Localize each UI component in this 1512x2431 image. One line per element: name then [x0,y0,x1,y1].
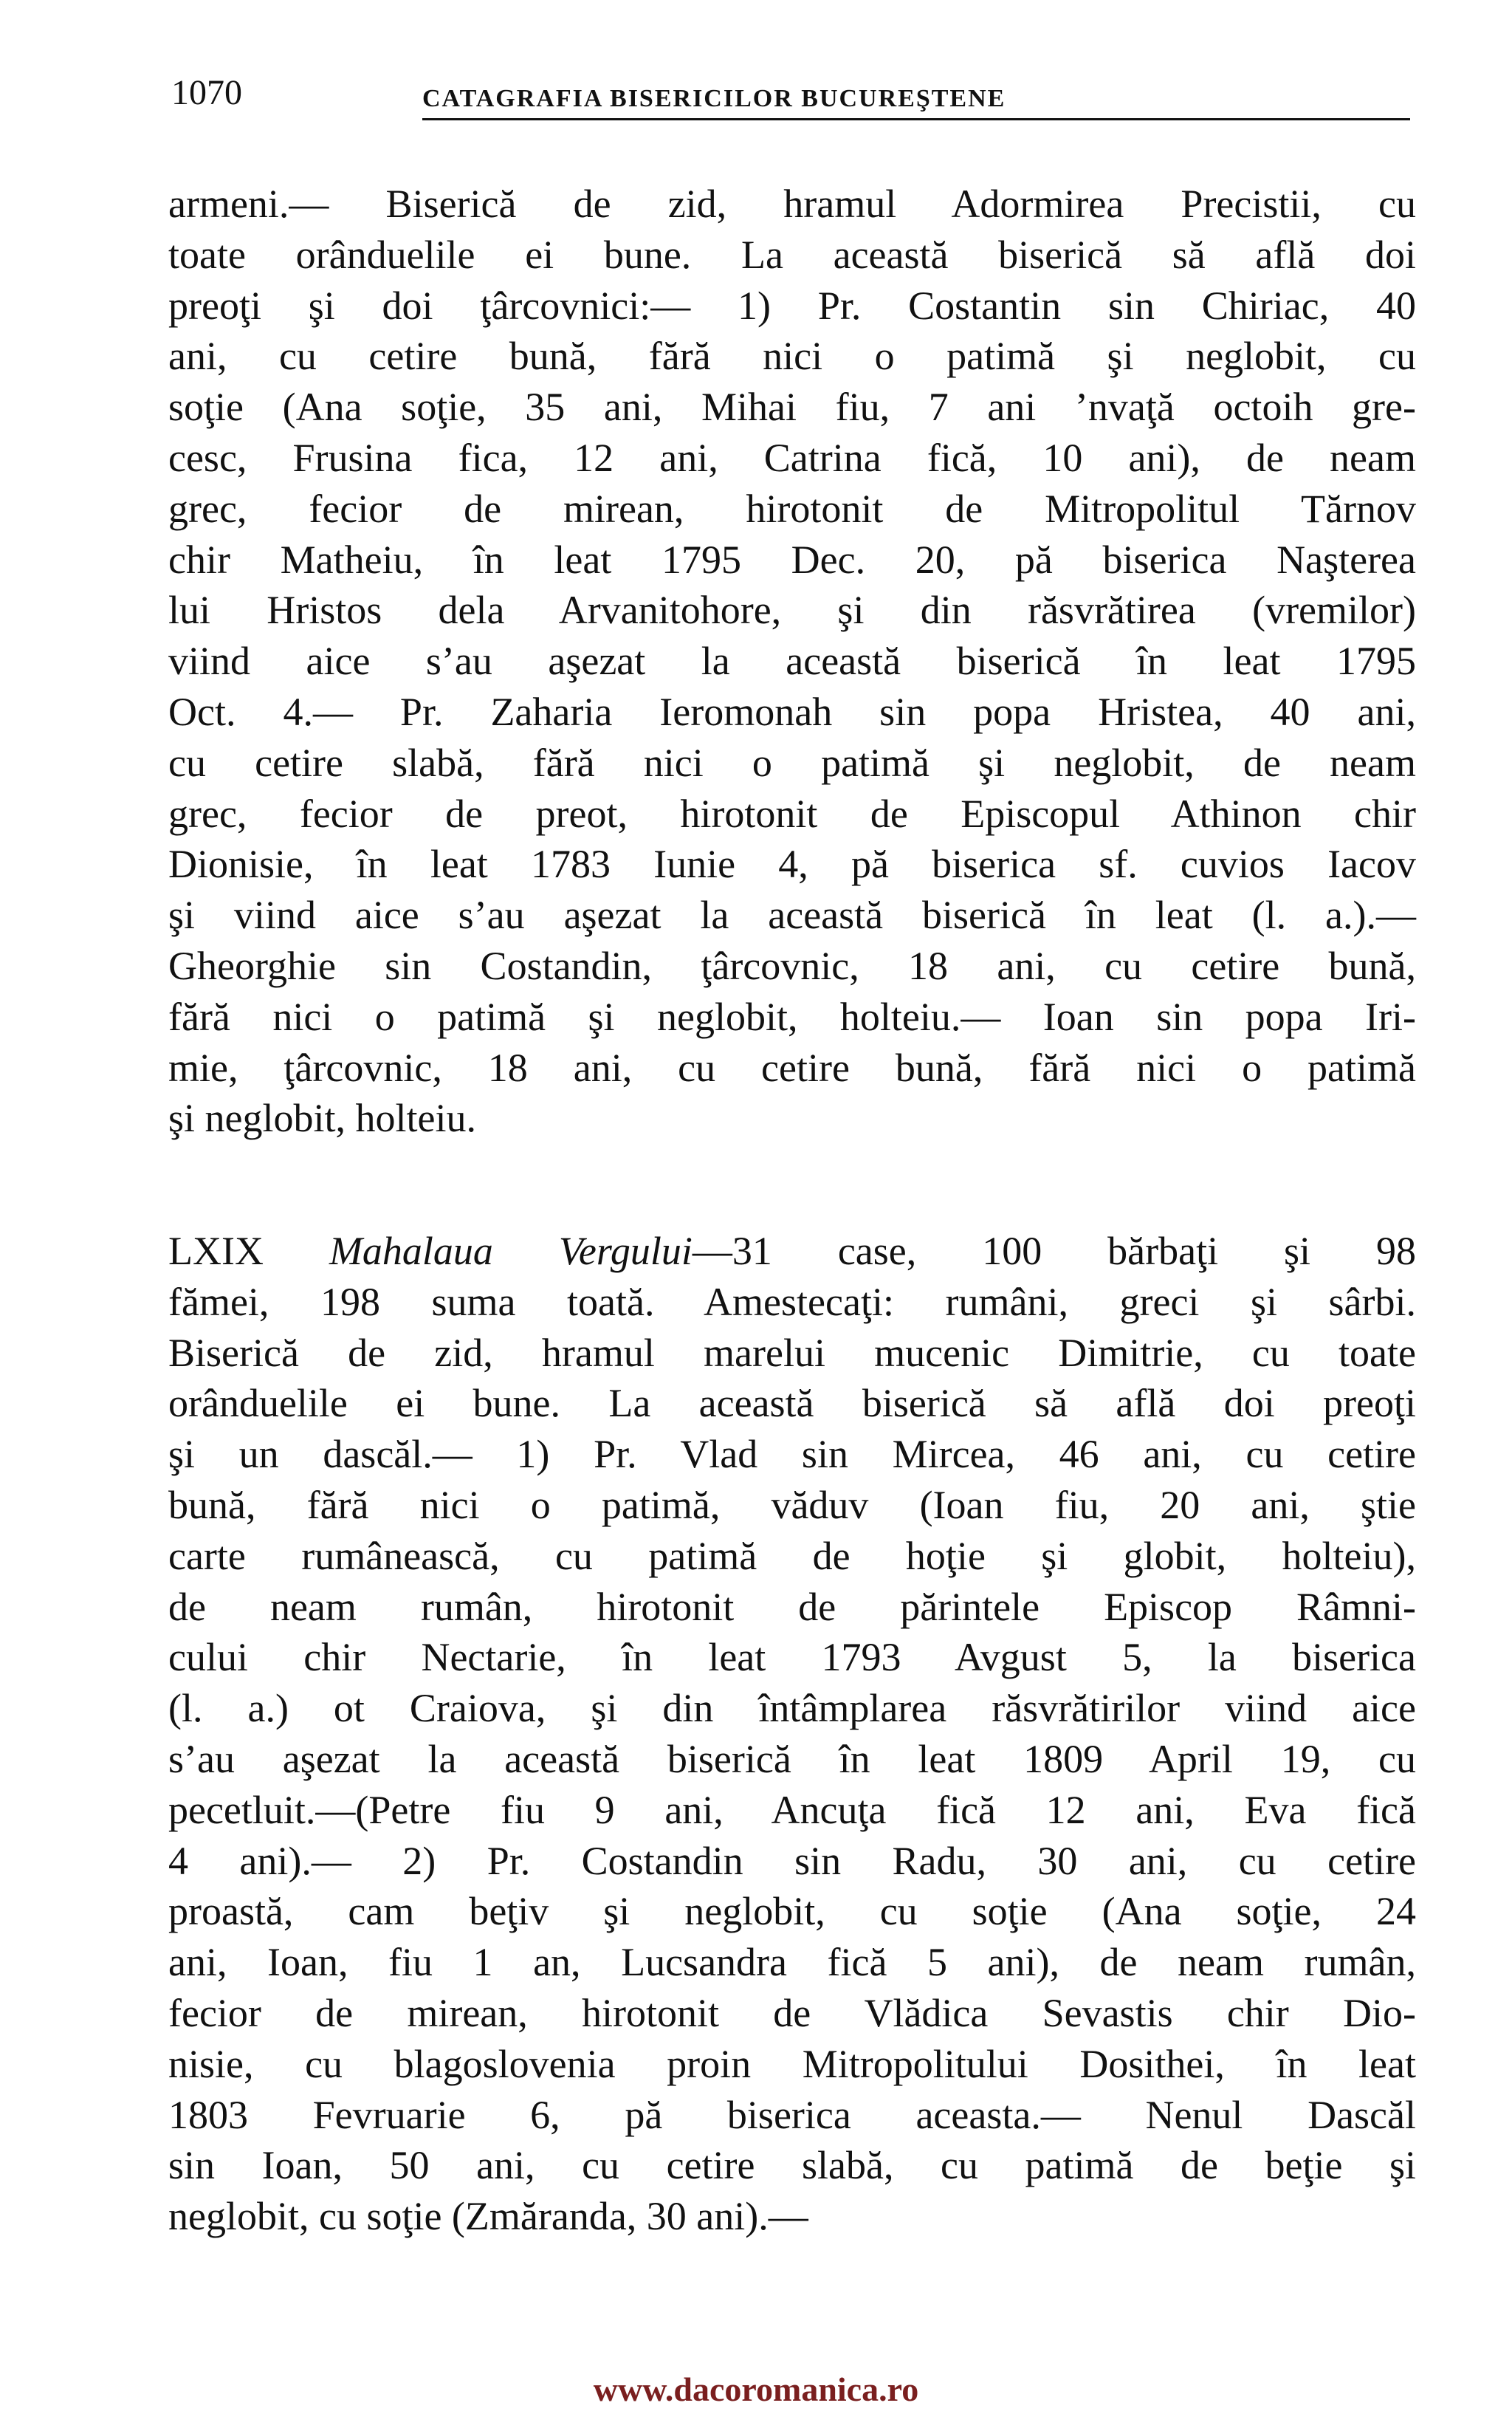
text-line: de neam rumân, hirotonit de părintele Episcop Râmni- [168,1584,1416,1629]
text-line: şi neglobit, holteiu. [168,1096,476,1141]
text-line: orânduelile ei bune. La această biserică să află doi preoţi [168,1381,1416,1426]
text-line: proastă, cam beţiv şi neglobit, cu soţie (Ana soţie, 24 [168,1889,1416,1934]
text-line: şi viind aice s’au aşezat la această biserică în leat (l. a.).— [168,893,1416,938]
section-heading-line [168,1226,1416,1277]
text-line: lui Hristos dela Arvanitohore, şi din răsvrătirea (vremilor) [168,588,1416,633]
text-line: toate orânduelile ei bune. La această biserică să află doi [168,232,1416,277]
text-line: bună, fără nici o patimă, văduv (Ioan fiu, 20 ani, ştie [168,1482,1416,1527]
page-number: 1070 [171,73,242,112]
text-line: Oct. 4.— Pr. Zaharia Ieromonah sin popa Hristea, 40 ani, [168,689,1416,734]
text-line: pecetluit.—(Petre fiu 9 ani, Ancuţa fică 12 ani, Eva fică [168,1787,1416,1832]
running-title: CATAGRAFIA BISERICILOR BUCUREŞTENE [422,85,1006,112]
text-line: (l. a.) ot Craiova, şi din întâmplarea răsvrătirilor viind aice [168,1686,1416,1731]
text-line: grec, fecior de mirean, hirotonit de Mitropolitul Tărnov [168,486,1416,531]
text-line: şi un dascăl.— 1) Pr. Vlad sin Mircea, 46 ani, cu cetire [168,1432,1416,1477]
text-line: s’au aşezat la această biserică în leat 1809 April 19, cu [168,1736,1416,1781]
text-line: grec, fecior de preot, hirotonit de Episcopul Athinon chir [168,791,1416,836]
text-line: soţie (Ana soţie, 35 ani, Mihai fiu, 7 ani ’nvaţă octoih gre- [168,385,1416,430]
text-line: fără nici o patimă şi neglobit, holteiu.— Ioan sin popa Iri- [168,994,1416,1039]
paragraph-mahalaua-vergului [168,1226,1416,2242]
text-line: ani, cu cetire bună, fără nici o patimă şi neglobit, cu [168,334,1416,379]
text-line: chir Matheiu, în leat 1795 Dec. 20, pă biserica Naşterea [168,537,1416,582]
text-line: nisie, cu blagoslovenia proin Mitropolitului Dosithei, în leat [168,2041,1416,2086]
text-line: preoţi şi doi ţârcovnici:— 1) Pr. Costantin sin Chiriac, 40 [168,283,1416,328]
paragraph-armeni [168,179,1416,1144]
mahala-name: Mahalaua Vergului [329,1229,693,1273]
text-line: armeni.— Biserică de zid, hramul Adormirea Precistii, cu [168,182,1416,226]
text-line: viind aice s’au aşezat la această biserică în leat 1795 [168,639,1416,684]
text-line: cului chir Nectarie, în leat 1793 Avgust 5, la biserica [168,1635,1416,1680]
text-line: cu cetire slabă, fără nici o patimă şi neglobit, de neam [168,740,1416,785]
footer-url: www.dacoromanica.ro [593,2370,919,2408]
text-line: Dionisie, în leat 1783 Iunie 4, pă biserica sf. cuvios Iacov [168,842,1416,887]
text-line: cesc, Frusina fica, 12 ani, Catrina fică, 10 ani), de neam [168,435,1416,480]
text-line: neglobit, cu soţie (Zmăranda, 30 ani).— [168,2194,808,2239]
text-line: Gheorghie sin Costandin, ţârcovnic, 18 ani, cu cetire bună, [168,943,1416,988]
text-line: 4 ani).— 2) Pr. Costandin sin Radu, 30 ani, cu cetire [168,1838,1416,1883]
text-line: fecior de mirean, hirotonit de Vlădica Sevastis chir Dio- [168,1990,1416,2035]
text-line: Biserică de zid, hramul marelui mucenic Dimitrie, cu toate [168,1330,1416,1375]
text-line: mie, ţârcovnic, 18 ani, cu cetire bună, fără nici o patimă [168,1045,1416,1090]
section-heading-rest: —31 case, 100 bărbaţi şi 98 [692,1229,1417,1273]
text-line: carte rumânească, cu patimă de hoţie şi globit, holteiu), [168,1533,1416,1578]
text-line: ani, Ioan, fiu 1 an, Lucsandra fică 5 ani), de neam rumân, [168,1940,1416,1985]
text-line: sin Ioan, 50 ani, cu cetire slabă, cu patimă de beţie şi [168,2143,1416,2188]
section-numeral: LXIX [168,1229,264,1273]
text-line: fămei, 198 suma toată. Amestecaţi: rumâni, greci şi sârbi. [168,1279,1416,1324]
text-line: 1803 Fevruarie 6, pă biserica aceasta.— Nenul Dascăl [168,2092,1416,2137]
header-rule [422,118,1410,120]
